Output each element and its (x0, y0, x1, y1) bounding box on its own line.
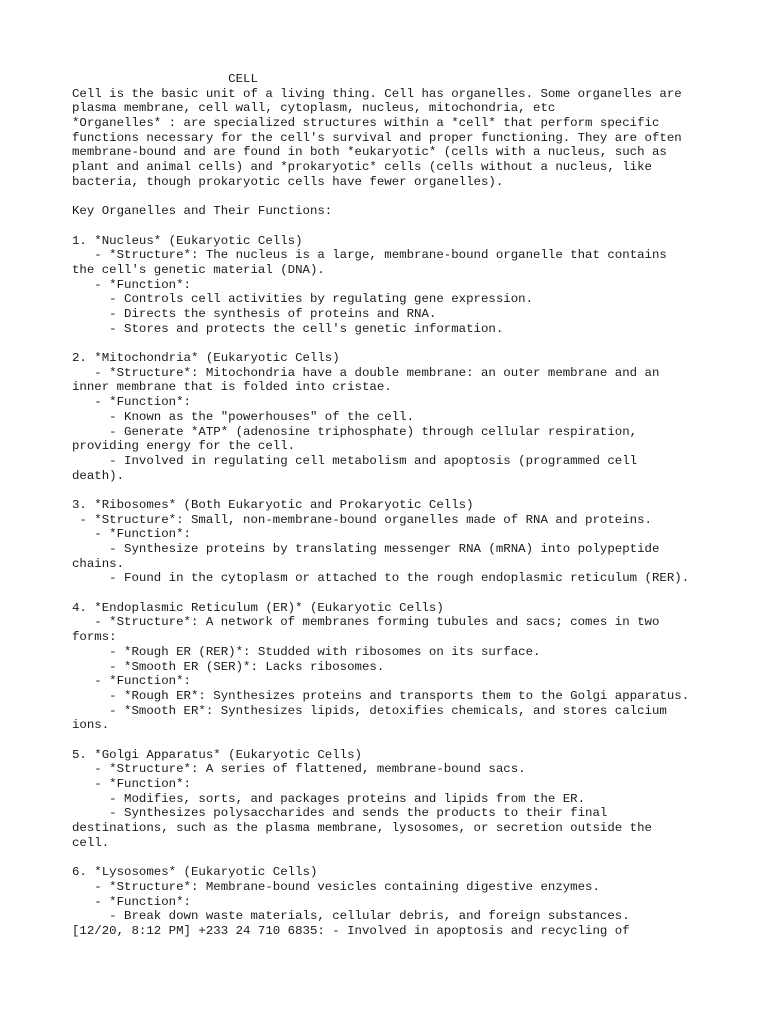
document-line: plasma membrane, cell wall, cytoplasm, nucleus, mitochondria, etc (72, 101, 556, 116)
document-line: - *Structure*: A series of flattened, membrane-bound sacs. (72, 762, 526, 777)
document-line: membrane-bound and are found in both *eukaryotic* (cells with a nucleus, such as (72, 145, 667, 160)
document-line: - Controls cell activities by regulating gene expression. (72, 292, 534, 307)
document-line: providing energy for the cell. (72, 439, 296, 454)
document-line: - Synthesizes polysaccharides and sends the products to their final (72, 806, 608, 821)
document-line: - *Structure*: The nucleus is a large, membrane-bound organelle that contains (72, 248, 667, 263)
document-line (72, 586, 732, 601)
document-line: destinations, such as the plasma membrane, lysosomes, or secretion outside the (72, 821, 652, 836)
document-line: the cell's genetic material (DNA). (72, 262, 325, 277)
document-line: Cell is the basic unit of a living thing. Cell has organelles. Some organelles are (72, 86, 682, 101)
document-line: 2. *Mitochondria* (Eukaryotic Cells) (72, 351, 340, 366)
document-line: - *Structure*: Mitochondria have a double membrane: an outer membrane and an (72, 365, 660, 380)
document-line: 1. *Nucleus* (Eukaryotic Cells) (72, 233, 303, 248)
document-line: 5. *Golgi Apparatus* (Eukaryotic Cells) (72, 747, 362, 762)
document-body (72, 72, 732, 939)
document-line: - Modifies, sorts, and packages proteins and lipids from the ER. (72, 791, 586, 806)
document-line: - Known as the "powerhouses" of the cell. (72, 409, 415, 424)
document-line: - *Rough ER (RER)*: Studded with ribosomes on its surface. (72, 644, 541, 659)
document-line: ions. (72, 718, 110, 733)
document-line (72, 850, 732, 865)
document-line: - *Structure*: Small, non-membrane-bound organelles made of RNA and proteins. (72, 512, 652, 527)
document-line: Key Organelles and Their Functions: (72, 204, 333, 219)
document-line: forms: (72, 630, 117, 645)
document-line: cell. (72, 835, 110, 850)
document-line: - *Smooth ER (SER)*: Lacks ribosomes. (72, 659, 385, 674)
document-line (72, 219, 732, 234)
document-line: *Organelles* : are specialized structures within a *cell* that perform specific (72, 116, 660, 131)
document-line (72, 483, 732, 498)
document-line: - *Smooth ER*: Synthesizes lipids, detoxifies chemicals, and stores calcium (72, 703, 667, 718)
document-line: - Found in the cytoplasm or attached to the rough endoplasmic reticulum (RER). (72, 571, 690, 586)
document-line: - Break down waste materials, cellular debris, and foreign substances. (72, 909, 630, 924)
document-line: - *Function*: (72, 277, 191, 292)
document-line: - Directs the synthesis of proteins and RNA. (72, 307, 437, 321)
document-line: - *Function*: (72, 777, 191, 791)
document-line: - *Structure*: Membrane-bound vesicles containing digestive enzymes. (72, 879, 600, 894)
document-line: - Stores and protects the cell's genetic information. (72, 321, 504, 336)
document-line: CELL (72, 72, 258, 86)
document-line: - Synthesize proteins by translating messenger RNA (mRNA) into polypeptide (72, 542, 660, 556)
document-line: death). (72, 468, 125, 483)
document-line: functions necessary for the cell's survival and proper functioning. They are often (72, 130, 682, 145)
document-line: chains. (72, 556, 125, 571)
document-line: plant and animal cells) and *prokaryotic* cells (cells without a nucleus, like (72, 160, 652, 175)
document-line: 4. *Endoplasmic Reticulum (ER)* (Eukaryotic Cells) (72, 600, 444, 615)
document-line: - *Function*: (72, 674, 191, 689)
document-line: 6. *Lysosomes* (Eukaryotic Cells) (72, 865, 318, 880)
document-line: - *Structure*: A network of membranes forming tubules and sacs; comes in two (72, 615, 660, 630)
document-line: - *Function*: (72, 395, 191, 410)
document-line: - *Function*: (72, 527, 191, 542)
document-line: - Involved in regulating cell metabolism and apoptosis (programmed cell (72, 453, 638, 468)
document-line (72, 336, 732, 351)
document-line (72, 733, 732, 748)
document-line (72, 190, 732, 205)
document-line: - Generate *ATP* (adenosine triphosphate) through cellular respiration, (72, 424, 638, 439)
document-line: - *Function*: (72, 894, 191, 909)
document-line: [12/20, 8:12 PM] +233 24 710 6835: - Involved in apoptosis and recycling of (72, 923, 630, 938)
document-line: bacteria, though prokaryotic cells have fewer organelles). (72, 174, 504, 189)
document-line: inner membrane that is folded into cristae. (72, 380, 392, 395)
document-line: - *Rough ER*: Synthesizes proteins and transports them to the Golgi apparatus. (72, 688, 690, 703)
document-line: 3. *Ribosomes* (Both Eukaryotic and Prokaryotic Cells) (72, 497, 474, 512)
